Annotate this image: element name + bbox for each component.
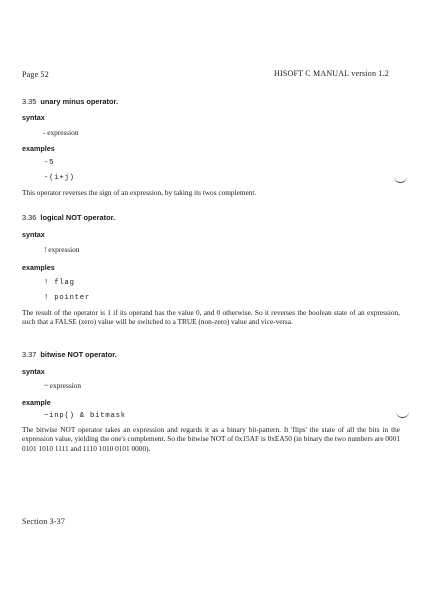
description-paragraph — [22, 188, 400, 197]
syntax-code: ~ expression — [44, 381, 81, 390]
syntax-code: ! expression — [44, 245, 80, 254]
example-code: -(i+j) — [44, 174, 75, 182]
examples-label: examples — [22, 263, 55, 272]
section-title: unary minus operator. — [40, 97, 119, 106]
syntax-label: syntax — [22, 113, 45, 122]
paragraph-text: The result of the operator is 1 if its operand has the value 0, and 0 otherwise. So it reverses the boolean state of an expression, such that a FALSE (zero) value will be switched to a TRUE (non-zero) value and vice-versa. — [22, 308, 400, 327]
paragraph-text: This operator reverses the sign of an expression, by taking its twos complement. — [22, 188, 257, 197]
margin-mark — [396, 411, 409, 418]
section-heading-3-36 — [22, 213, 115, 222]
paragraph-text: The bitwise NOT operator takes an expression and regards it as a binary bit-pattern. It 'flips' the state of all the bits in the expression value, yielding the one's complement. So the bitwise NOT of 0x15AF is 0xEA50 (in binary the two numbers are 0001 0101 1010 1111 and 1110 1010 0101 0000). — [22, 425, 400, 453]
section-title: bitwise NOT operator. — [40, 350, 117, 359]
example-code: ! pointer — [44, 294, 91, 302]
margin-mark — [394, 176, 407, 183]
section-heading-3-37 — [22, 350, 117, 359]
section-footer: Section 3-37 — [22, 517, 66, 526]
syntax-code: - expression — [43, 128, 79, 137]
section-number: 3.37 — [22, 350, 37, 359]
description-paragraph — [22, 308, 400, 327]
syntax-label: syntax — [22, 230, 45, 239]
section-number: 3.35 — [22, 97, 37, 106]
syntax-label: syntax — [22, 367, 45, 376]
example-label: example — [22, 398, 51, 407]
manual-title: HISOFT C MANUAL version 1.2 — [274, 69, 389, 78]
example-code: ! flag — [44, 279, 75, 287]
section-number: 3.36 — [22, 213, 37, 222]
description-paragraph — [22, 425, 400, 453]
section-heading-3-35 — [22, 97, 118, 106]
page-number: Page 52 — [22, 70, 49, 79]
example-code: -5 — [44, 159, 55, 167]
section-title: logical NOT operator. — [40, 213, 116, 222]
example-code: ~inp() & bitmask — [44, 412, 126, 420]
examples-label: examples — [22, 144, 55, 153]
